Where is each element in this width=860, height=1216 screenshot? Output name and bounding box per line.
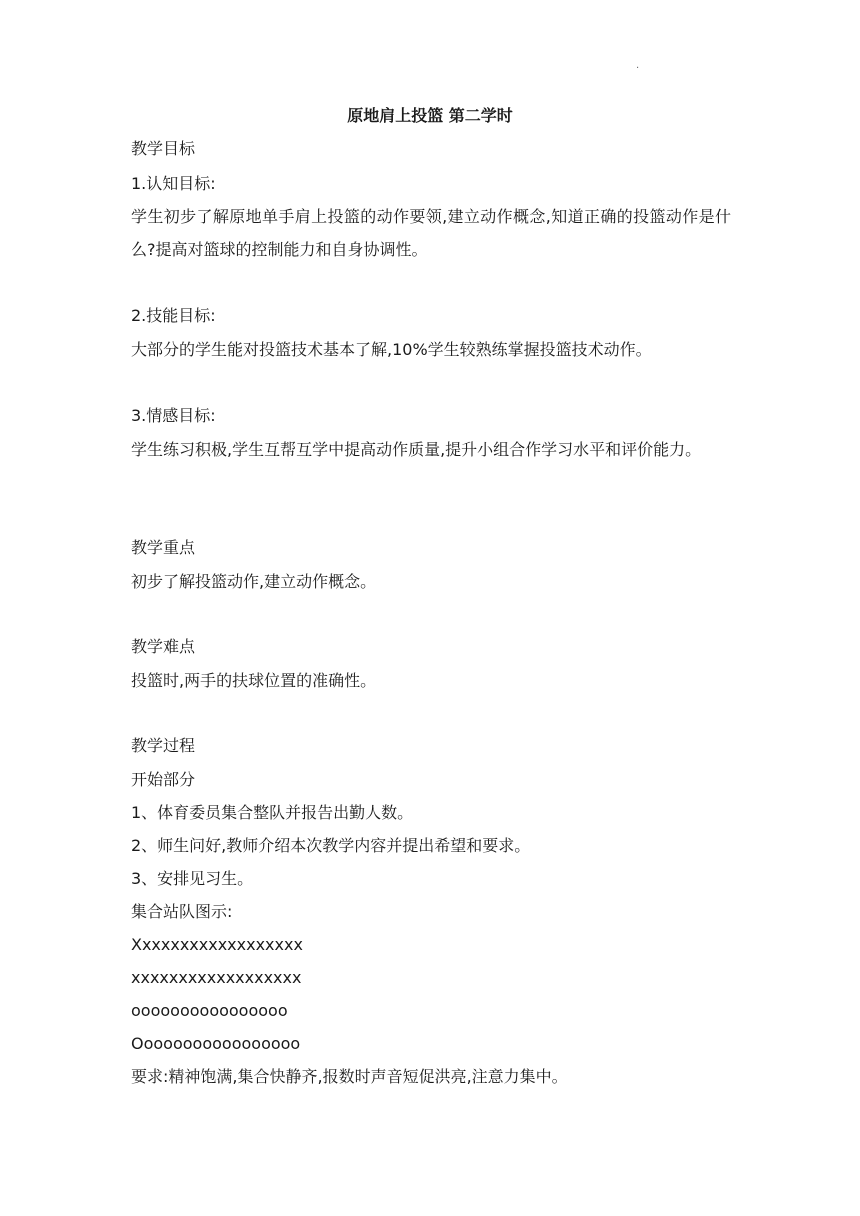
formation-row: oooooooooooooooo: [131, 1001, 288, 1020]
formation-label: 集合站队图示:: [131, 902, 233, 921]
start-section-heading: 开始部分: [131, 770, 196, 789]
skill-goal-text: 大部分的学生能对投篮技术基本了解,10%学生较熟练掌握投篮技术动作。: [131, 340, 652, 359]
process-step: 2、师生问好,教师介绍本次教学内容并提出希望和要求。: [131, 836, 531, 855]
key-point-heading: 教学重点: [131, 538, 196, 557]
difficulty-text: 投篮时,两手的扶球位置的准确性。: [131, 671, 377, 690]
page-title: 原地肩上投篮 第二学时: [347, 106, 513, 125]
teaching-goals-heading: 教学目标: [131, 139, 196, 158]
key-point-text: 初步了解投篮动作,建立动作概念。: [131, 572, 377, 591]
process-step: 1、体育委员集合整队并报告出勤人数。: [131, 803, 414, 822]
difficulty-heading: 教学难点: [131, 637, 196, 656]
requirement-text: 要求:精神饱满,集合快静齐,报数时声音短促洪亮,注意力集中。: [131, 1067, 568, 1086]
emotion-goal-heading: 3.情感目标:: [131, 406, 216, 425]
formation-row: Xxxxxxxxxxxxxxxxxx: [131, 935, 303, 954]
process-heading: 教学过程: [131, 736, 196, 755]
formation-row: Ooooooooooooooooo: [131, 1034, 301, 1053]
cognitive-goal-heading: 1.认知目标:: [131, 174, 216, 193]
page-mark: .: [636, 60, 640, 71]
emotion-goal-text: 学生练习积极,学生互帮互学中提高动作质量,提升小组合作学习水平和评价能力。: [131, 440, 702, 459]
cognitive-goal-text: 学生初步了解原地单手肩上投篮的动作要领,建立动作概念,知道正确的投篮动作是什么?提高对篮球的控制能力和自身协调性。: [131, 207, 731, 259]
formation-row: xxxxxxxxxxxxxxxxxx: [131, 968, 302, 987]
process-step: 3、安排见习生。: [131, 869, 254, 888]
skill-goal-heading: 2.技能目标:: [131, 306, 216, 325]
